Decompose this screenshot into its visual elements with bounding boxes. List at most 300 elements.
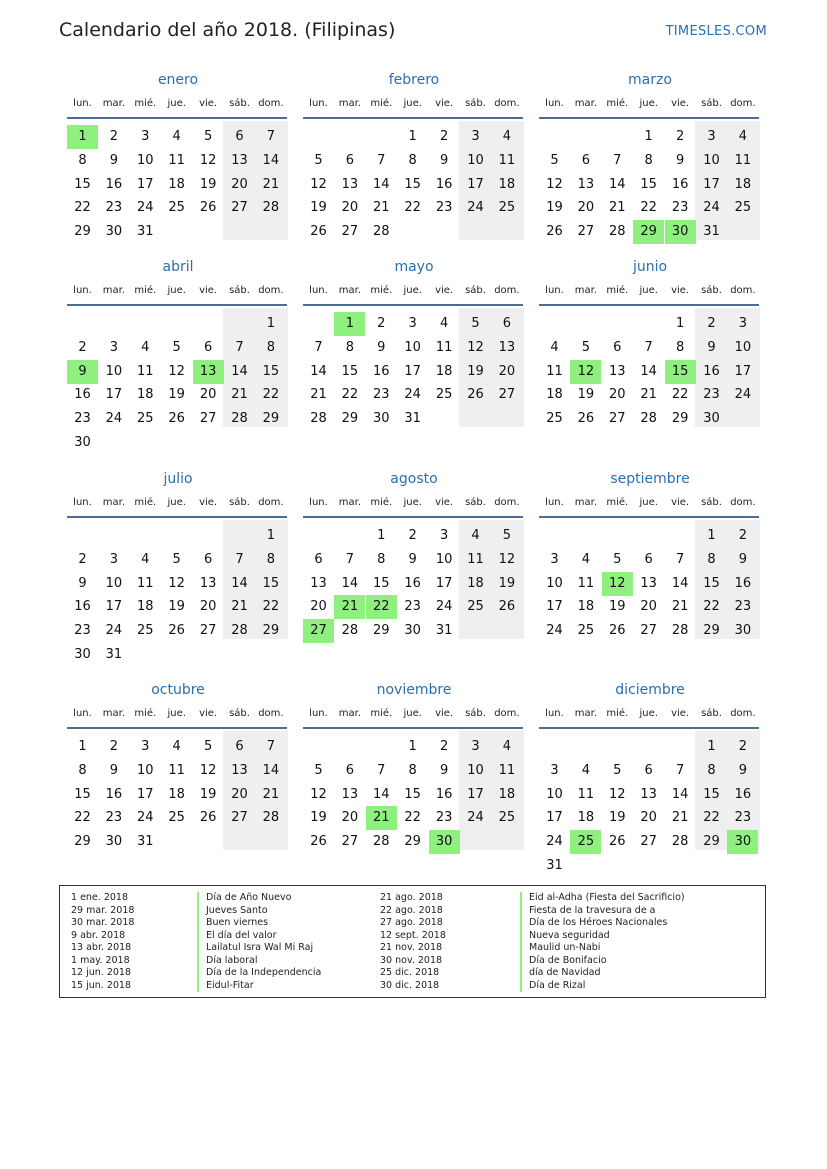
weekday-label: mar. <box>338 708 362 719</box>
day-cell: 7 <box>345 551 355 567</box>
day-cell: 5 <box>314 762 323 778</box>
day-cell: 31 <box>703 224 720 240</box>
day-cell: 19 <box>310 810 327 826</box>
brand-logo[interactable]: TIMESLES.COM <box>665 24 767 39</box>
day-cell: 26 <box>199 810 217 826</box>
month-header-divider <box>539 304 759 306</box>
legend-date: 29 mar. 2018 <box>71 904 135 916</box>
day-cell: 27 <box>341 834 359 850</box>
legend-names-column-1 <box>197 892 321 992</box>
weekday-label: mar. <box>102 497 126 508</box>
day-cell: 6 <box>235 739 244 754</box>
day-cell: 4 <box>141 339 150 355</box>
day-cell: 6 <box>345 152 355 168</box>
weekday-label: jue. <box>403 285 422 296</box>
day-cell: 1 <box>266 316 276 331</box>
day-cell: 21 <box>231 387 248 403</box>
day-cell: 1 <box>78 739 87 754</box>
day-cell: 28 <box>671 623 689 639</box>
weekday-label: jue. <box>403 98 422 109</box>
holiday-day-cell: 30 <box>665 220 696 244</box>
day-cell: 19 <box>609 810 626 826</box>
day-cell: 16 <box>74 599 91 615</box>
day-cell: 9 <box>439 152 449 168</box>
day-cell: 14 <box>231 363 248 379</box>
day-cell: 14 <box>262 152 280 168</box>
day-cell: 7 <box>377 152 386 168</box>
legend-date: 1 ene. 2018 <box>71 892 128 903</box>
weekday-label: mar. <box>574 98 598 109</box>
day-cell: 27 <box>231 810 248 826</box>
legend-holiday-name: Día de Bonifacio <box>520 955 685 968</box>
day-cell: 18 <box>435 363 453 379</box>
day-cell: 9 <box>738 762 748 778</box>
day-cell: 13 <box>640 575 657 591</box>
day-cell: 2 <box>408 528 417 543</box>
day-cell: 16 <box>703 363 720 379</box>
day-cell: 29 <box>74 834 91 850</box>
month-name: noviembre <box>376 682 452 698</box>
day-cell: 27 <box>577 224 595 240</box>
weekday-label: lun. <box>309 285 328 296</box>
weekday-label: mié. <box>134 708 157 719</box>
legend-date: 27 ago. 2018 <box>380 917 443 928</box>
weekday-label: mié. <box>606 497 629 508</box>
day-cell: 1 <box>408 129 417 144</box>
weekday-label: jue. <box>403 708 422 719</box>
day-cell: 8 <box>408 152 417 168</box>
day-cell: 21 <box>373 200 390 216</box>
weekday-label: dom. <box>730 98 756 109</box>
legend-holiday-name: Día de Rizal <box>520 980 685 993</box>
day-cell: 29 <box>262 623 280 639</box>
day-cell: 23 <box>703 387 720 403</box>
day-cell: 4 <box>738 129 748 144</box>
day-cell: 13 <box>640 786 657 802</box>
day-cell: 20 <box>640 810 657 826</box>
weekday-label: mié. <box>370 98 393 109</box>
weekday-label: sáb. <box>465 285 486 296</box>
month-name: enero <box>157 72 199 88</box>
month-header-divider <box>303 727 523 729</box>
day-cell: 28 <box>310 411 327 427</box>
day-cell: 26 <box>310 224 327 240</box>
day-cell: 16 <box>734 575 752 591</box>
weekday-label: vie. <box>199 708 218 719</box>
month-name: octubre <box>151 682 205 698</box>
day-cell: 11 <box>577 786 595 802</box>
day-cell: 2 <box>109 739 119 754</box>
day-cell: 27 <box>231 200 248 216</box>
day-cell: 16 <box>435 786 453 802</box>
day-cell: 19 <box>168 387 185 403</box>
day-cell: 26 <box>467 387 484 403</box>
weekday-label: dom. <box>258 497 284 508</box>
day-cell: 5 <box>581 339 591 355</box>
day-cell: 6 <box>581 152 591 168</box>
day-cell: 18 <box>467 575 484 591</box>
day-cell: 5 <box>172 339 181 355</box>
legend-dates-column-2 <box>380 892 446 992</box>
day-cell: 31 <box>105 647 123 662</box>
legend-holiday-name: El día del valor <box>197 930 321 943</box>
day-cell: 30 <box>74 435 91 450</box>
day-cell: 27 <box>341 224 359 240</box>
day-cell: 10 <box>703 152 720 168</box>
month-header-divider <box>303 516 523 518</box>
day-cell: 11 <box>467 551 484 567</box>
day-cell: 23 <box>105 200 123 216</box>
day-cell: 5 <box>502 528 512 543</box>
day-cell: 14 <box>373 176 390 192</box>
day-cell: 12 <box>467 339 484 355</box>
day-cell: 28 <box>262 200 280 216</box>
day-cell: 17 <box>703 176 720 192</box>
day-cell: 22 <box>404 810 421 826</box>
day-cell: 11 <box>577 575 595 591</box>
day-cell: 2 <box>439 739 449 754</box>
day-cell: 9 <box>439 762 449 778</box>
day-cell: 3 <box>471 739 480 754</box>
day-cell: 19 <box>199 176 217 192</box>
day-cell: 10 <box>404 339 421 355</box>
weekday-label: mié. <box>370 497 393 508</box>
legend-holiday-name: Día de los Héroes Nacionales <box>520 917 685 930</box>
day-cell: 7 <box>314 339 323 355</box>
weekday-label: mar. <box>102 285 126 296</box>
weekday-label: jue. <box>639 497 658 508</box>
day-cell: 20 <box>199 387 217 403</box>
weekday-label: vie. <box>671 497 690 508</box>
day-cell: 14 <box>341 575 359 591</box>
day-cell: 13 <box>231 152 248 168</box>
day-cell: 26 <box>168 623 185 639</box>
day-cell: 10 <box>546 786 563 802</box>
month-name: agosto <box>390 471 438 487</box>
day-cell: 12 <box>546 176 563 192</box>
day-cell: 5 <box>471 316 480 331</box>
day-cell: 20 <box>310 599 327 615</box>
day-cell: 19 <box>467 363 484 379</box>
day-cell: 8 <box>644 152 653 168</box>
weekday-label: lun. <box>73 285 92 296</box>
day-cell: 10 <box>105 363 123 379</box>
weekday-label: jue. <box>403 497 422 508</box>
day-cell: 24 <box>137 200 154 216</box>
day-cell: 21 <box>310 387 327 403</box>
day-cell: 11 <box>168 152 185 168</box>
month-name: septiembre <box>610 471 690 487</box>
day-cell: 16 <box>435 176 453 192</box>
day-cell: 18 <box>137 599 154 615</box>
weekday-label: vie. <box>435 497 454 508</box>
day-cell: 28 <box>231 623 248 639</box>
day-cell: 5 <box>314 152 323 168</box>
holiday-day-cell: 12 <box>602 572 633 596</box>
day-cell: 1 <box>644 129 653 144</box>
day-cell: 29 <box>703 834 720 850</box>
day-cell: 4 <box>550 339 559 355</box>
weekday-label: vie. <box>435 708 454 719</box>
day-cell: 22 <box>74 200 91 216</box>
day-cell: 23 <box>404 599 421 615</box>
day-cell: 22 <box>262 387 280 403</box>
day-cell: 21 <box>671 599 689 615</box>
weekday-label: mar. <box>338 285 362 296</box>
day-cell: 1 <box>266 528 276 543</box>
day-cell: 19 <box>310 200 327 216</box>
day-cell: 9 <box>738 551 748 567</box>
day-cell: 14 <box>609 176 626 192</box>
day-cell: 18 <box>168 176 185 192</box>
weekday-label: jue. <box>639 708 658 719</box>
day-cell: 20 <box>341 810 359 826</box>
day-cell: 12 <box>199 762 217 778</box>
weekday-label: lun. <box>309 497 328 508</box>
weekday-label: mié. <box>606 708 629 719</box>
day-cell: 2 <box>109 129 119 144</box>
day-cell: 27 <box>199 623 217 639</box>
month-name: mayo <box>394 259 434 275</box>
day-cell: 28 <box>373 834 390 850</box>
weekday-label: mar. <box>102 708 126 719</box>
weekday-label: sáb. <box>701 497 722 508</box>
holiday-day-cell: 1 <box>334 312 365 336</box>
day-cell: 15 <box>373 575 390 591</box>
month-name: julio <box>163 471 193 487</box>
day-cell: 13 <box>231 762 248 778</box>
weekday-label: mié. <box>134 98 157 109</box>
holiday-day-cell: 1 <box>67 125 98 149</box>
day-cell: 24 <box>105 623 123 639</box>
day-cell: 3 <box>471 129 480 144</box>
day-cell: 25 <box>498 810 516 826</box>
day-cell: 4 <box>502 739 512 754</box>
day-cell: 22 <box>671 387 689 403</box>
day-cell: 23 <box>105 810 123 826</box>
day-cell: 7 <box>675 762 685 778</box>
day-cell: 11 <box>137 363 154 379</box>
day-cell: 23 <box>74 623 91 639</box>
weekday-label: vie. <box>671 98 690 109</box>
day-cell: 22 <box>341 387 359 403</box>
day-cell: 28 <box>231 411 248 427</box>
day-cell: 24 <box>435 599 453 615</box>
day-cell: 29 <box>341 411 359 427</box>
weekday-label: sáb. <box>465 98 486 109</box>
weekday-label: vie. <box>199 497 218 508</box>
day-cell: 17 <box>404 363 421 379</box>
day-cell: 28 <box>373 224 390 240</box>
weekday-label: vie. <box>199 285 218 296</box>
day-cell: 22 <box>703 810 720 826</box>
holiday-day-cell: 13 <box>193 360 224 384</box>
day-cell: 13 <box>341 786 359 802</box>
day-cell: 21 <box>671 810 689 826</box>
day-cell: 8 <box>707 551 716 567</box>
legend-names-column-2 <box>520 892 685 992</box>
day-cell: 4 <box>439 316 449 331</box>
day-cell: 2 <box>78 339 87 355</box>
weekday-label: dom. <box>494 98 520 109</box>
day-cell: 26 <box>546 224 563 240</box>
day-cell: 5 <box>203 739 213 754</box>
day-cell: 28 <box>341 623 359 639</box>
weekday-label: mié. <box>134 497 157 508</box>
day-cell: 19 <box>168 599 185 615</box>
weekday-label: jue. <box>639 98 658 109</box>
day-cell: 6 <box>644 762 653 778</box>
weekday-label: vie. <box>671 285 690 296</box>
weekday-label: lun. <box>73 708 92 719</box>
legend-date: 30 dic. 2018 <box>380 979 440 991</box>
day-cell: 8 <box>675 339 685 355</box>
day-cell: 17 <box>546 810 563 826</box>
weekday-label: sáb. <box>701 708 722 719</box>
month-name: junio <box>632 259 668 275</box>
day-cell: 26 <box>609 834 626 850</box>
day-cell: 23 <box>74 411 91 427</box>
month-name: diciembre <box>615 682 685 698</box>
weekday-label: lun. <box>545 98 564 109</box>
day-cell: 2 <box>78 551 87 567</box>
day-cell: 6 <box>235 129 244 144</box>
day-cell: 25 <box>137 623 154 639</box>
day-cell: 18 <box>168 786 185 802</box>
weekday-label: sáb. <box>465 708 486 719</box>
day-cell: 25 <box>734 200 752 216</box>
day-cell: 26 <box>498 599 516 615</box>
month-header-divider <box>539 727 759 729</box>
day-cell: 16 <box>671 176 689 192</box>
day-cell: 6 <box>502 316 512 331</box>
weekday-label: dom. <box>494 285 520 296</box>
day-cell: 7 <box>266 739 276 754</box>
legend-holiday-name: Jueves Santo <box>197 905 321 918</box>
day-cell: 30 <box>404 623 421 639</box>
weekday-label: dom. <box>258 285 284 296</box>
legend-holiday-name: día de Navidad <box>520 967 685 980</box>
day-cell: 16 <box>105 786 123 802</box>
day-cell: 25 <box>467 599 484 615</box>
month-header-divider <box>539 117 759 119</box>
weekday-label: lun. <box>545 708 564 719</box>
weekday-label: vie. <box>671 708 690 719</box>
day-cell: 17 <box>435 575 453 591</box>
day-cell: 2 <box>738 739 748 754</box>
legend-holiday-name: Lailatul Isra Wal Mi Raj <box>197 942 321 955</box>
day-cell: 17 <box>137 786 154 802</box>
day-cell: 18 <box>577 810 595 826</box>
weekday-label: mar. <box>338 98 362 109</box>
day-cell: 17 <box>105 387 123 403</box>
day-cell: 9 <box>109 152 119 168</box>
day-cell: 29 <box>74 224 91 240</box>
weekday-label: lun. <box>73 98 92 109</box>
day-cell: 8 <box>78 762 87 778</box>
day-cell: 17 <box>137 176 154 192</box>
day-cell: 10 <box>467 152 484 168</box>
weekday-label: dom. <box>730 497 756 508</box>
day-cell: 10 <box>546 575 563 591</box>
page-title: Calendario del año 2018. (Filipinas) <box>59 19 396 41</box>
day-cell: 23 <box>373 387 390 403</box>
day-cell: 12 <box>310 786 327 802</box>
day-cell: 17 <box>546 599 563 615</box>
weekday-label: mar. <box>338 497 362 508</box>
weekday-label: mié. <box>134 285 157 296</box>
holiday-day-cell: 21 <box>334 595 365 619</box>
legend-date: 30 nov. 2018 <box>380 954 443 966</box>
legend-dates-column-1 <box>71 892 134 992</box>
day-cell: 7 <box>266 129 276 144</box>
month-name: marzo <box>628 72 672 88</box>
day-cell: 20 <box>577 200 595 216</box>
day-cell: 25 <box>137 411 154 427</box>
day-cell: 26 <box>199 200 217 216</box>
weekday-label: lun. <box>309 98 328 109</box>
day-cell: 24 <box>546 623 563 639</box>
day-cell: 16 <box>404 575 421 591</box>
legend-date: 21 nov. 2018 <box>380 942 443 953</box>
day-cell: 8 <box>78 152 87 168</box>
weekday-label: lun. <box>545 285 564 296</box>
holiday-day-cell: 15 <box>665 360 696 384</box>
day-cell: 20 <box>640 599 657 615</box>
holiday-day-cell: 12 <box>570 360 601 384</box>
holiday-day-cell: 22 <box>366 595 397 619</box>
month-header-divider <box>67 516 287 518</box>
day-cell: 7 <box>613 152 622 168</box>
day-cell: 25 <box>546 411 563 427</box>
month-name: abril <box>162 259 194 275</box>
weekday-label: mar. <box>574 497 598 508</box>
day-cell: 9 <box>78 575 87 591</box>
weekday-label: vie. <box>199 98 218 109</box>
weekday-label: mié. <box>370 708 393 719</box>
day-cell: 25 <box>168 200 185 216</box>
weekday-label: sáb. <box>229 497 250 508</box>
day-cell: 23 <box>671 200 689 216</box>
day-cell: 10 <box>734 339 752 355</box>
day-cell: 3 <box>141 129 150 144</box>
day-cell: 14 <box>373 786 390 802</box>
day-cell: 10 <box>467 762 484 778</box>
day-cell: 15 <box>262 363 280 379</box>
day-cell: 29 <box>671 411 689 427</box>
day-cell: 6 <box>345 762 355 778</box>
day-cell: 8 <box>266 551 276 567</box>
day-cell: 16 <box>105 176 123 192</box>
day-cell: 25 <box>168 810 185 826</box>
day-cell: 25 <box>435 387 453 403</box>
day-cell: 17 <box>105 599 123 615</box>
legend-holiday-name: Eidul-Fitar <box>197 980 321 993</box>
day-cell: 1 <box>377 528 386 543</box>
day-cell: 24 <box>467 810 484 826</box>
weekday-label: mié. <box>606 285 629 296</box>
day-cell: 27 <box>609 411 626 427</box>
day-cell: 19 <box>546 200 563 216</box>
day-cell: 15 <box>74 786 91 802</box>
day-cell: 3 <box>141 739 150 754</box>
day-cell: 3 <box>109 339 119 355</box>
day-cell: 7 <box>377 762 386 778</box>
day-cell: 9 <box>675 152 685 168</box>
day-cell: 1 <box>707 739 716 754</box>
weekday-label: lun. <box>545 497 564 508</box>
day-cell: 11 <box>435 339 453 355</box>
